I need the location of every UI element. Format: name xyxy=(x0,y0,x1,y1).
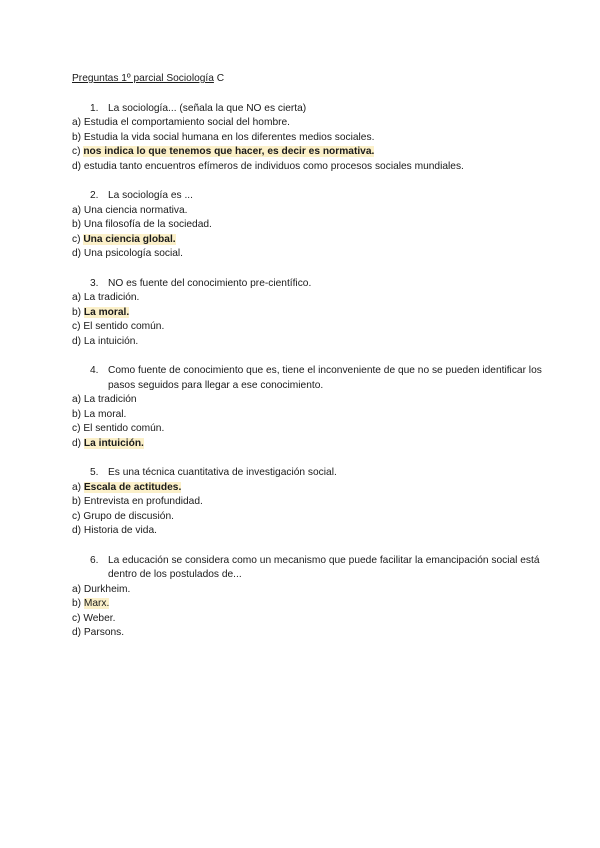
option-letter: b) xyxy=(72,598,84,609)
document-title-suffix: C xyxy=(213,73,225,84)
question-stem xyxy=(72,277,542,292)
option-text: Grupo de discusión. xyxy=(83,510,174,522)
option-letter: c) xyxy=(72,321,84,332)
option-letter: a) xyxy=(72,481,84,493)
option-text: La tradición xyxy=(83,394,137,405)
option-letter: c) xyxy=(72,146,84,157)
answer-option xyxy=(72,145,542,160)
correct-answer-text: nos indica lo que tenemos que hacer, es decir es normativa. xyxy=(83,146,375,157)
option-letter: a) xyxy=(72,204,84,216)
option-letter: d) xyxy=(72,160,84,172)
option-letter: d) xyxy=(72,335,84,347)
option-letter: d) xyxy=(72,437,84,449)
answer-option xyxy=(72,306,542,321)
question-number: 3. xyxy=(90,277,99,289)
question-block xyxy=(72,102,542,175)
option-letter: b) xyxy=(72,219,84,230)
question-text: La educación se considera como un mecanismo que puede facilitar la emancipación social está dentro de los postulados de... xyxy=(108,554,540,580)
option-text: La tradición. xyxy=(83,292,140,303)
option-letter: d) xyxy=(72,248,84,259)
answer-option xyxy=(72,612,542,627)
option-text: Durkheim. xyxy=(83,583,131,595)
option-text: Una psicología social. xyxy=(83,248,183,259)
question-text: La sociología... (señala la que NO es cierta) xyxy=(108,102,307,114)
answer-option xyxy=(72,422,542,437)
option-letter: d) xyxy=(72,627,84,638)
question-number: 6. xyxy=(90,554,99,566)
correct-answer-text: La moral. xyxy=(83,306,130,318)
answer-option xyxy=(72,495,542,510)
question-number: 1. xyxy=(90,102,99,114)
option-text: Historia de vida. xyxy=(83,525,157,536)
document-page xyxy=(72,72,542,656)
question-stem xyxy=(72,364,542,393)
option-letter: c) xyxy=(72,612,84,624)
option-text: El sentido común. xyxy=(83,423,165,434)
correct-answer-text: Escala de actitudes. xyxy=(83,481,182,493)
option-text: Una ciencia normativa. xyxy=(83,204,188,216)
answer-option xyxy=(72,291,542,306)
answer-option xyxy=(72,626,542,641)
option-text: La moral. xyxy=(83,408,127,420)
option-letter: c) xyxy=(72,423,84,434)
question-list xyxy=(72,102,542,641)
answer-option xyxy=(72,335,542,350)
question-number: 5. xyxy=(90,467,99,478)
question-block xyxy=(72,277,542,350)
correct-answer-text: Una ciencia global. xyxy=(83,233,176,245)
option-text: Weber. xyxy=(83,612,116,624)
document-title xyxy=(72,72,542,87)
answer-option xyxy=(72,481,542,496)
answer-option xyxy=(72,116,542,131)
option-letter: a) xyxy=(72,292,84,303)
option-letter: b) xyxy=(72,496,84,507)
answer-option xyxy=(72,437,542,452)
answer-option xyxy=(72,597,542,612)
answer-option xyxy=(72,233,542,248)
option-text: estudia tanto encuentros efímeros de individuos como procesos sociales mundiales. xyxy=(83,160,464,172)
option-letter: b) xyxy=(72,408,84,420)
option-letter: a) xyxy=(72,394,84,405)
option-letter: b) xyxy=(72,306,84,318)
question-text: Es una técnica cuantitativa de investigación social. xyxy=(108,467,337,478)
option-text: Estudia la vida social humana en los diferentes medios sociales. xyxy=(83,131,375,143)
answer-option xyxy=(72,408,542,423)
question-block xyxy=(72,554,542,641)
question-text: La sociología es ... xyxy=(108,190,193,201)
question-number: 2. xyxy=(90,190,99,201)
option-text: El sentido común. xyxy=(83,321,165,332)
answer-option xyxy=(72,204,542,219)
answer-option xyxy=(72,583,542,598)
document-title-main: Preguntas 1º parcial Sociología xyxy=(72,73,214,84)
question-stem xyxy=(72,189,542,204)
option-letter: c) xyxy=(72,233,84,245)
option-text: Estudia el comportamiento social del hombre. xyxy=(83,117,291,128)
question-number: 4. xyxy=(90,365,99,376)
answer-option xyxy=(72,393,542,408)
answer-option xyxy=(72,131,542,146)
question-block xyxy=(72,466,542,539)
question-stem xyxy=(72,466,542,481)
option-text: Parsons. xyxy=(83,627,125,638)
option-text: Entrevista en profundidad. xyxy=(83,496,203,507)
correct-answer-text: Marx. xyxy=(83,598,110,609)
question-text: NO es fuente del conocimiento pre-científico. xyxy=(108,277,312,289)
question-block xyxy=(72,364,542,451)
option-letter: c) xyxy=(72,510,84,522)
question-stem xyxy=(72,102,542,117)
answer-option xyxy=(72,510,542,525)
question-text: Como fuente de conocimiento que es, tiene el inconveniente de que no se pueden identificar los pasos seguidos para llegar a ese conocimiento. xyxy=(108,365,542,391)
option-letter: b) xyxy=(72,131,84,143)
option-letter: a) xyxy=(72,583,84,595)
answer-option xyxy=(72,247,542,262)
question-block xyxy=(72,189,542,262)
option-text: La intuición. xyxy=(83,335,139,347)
correct-answer-text: La intuición. xyxy=(83,437,144,449)
question-stem xyxy=(72,554,542,583)
answer-option xyxy=(72,218,542,233)
option-letter: d) xyxy=(72,525,84,536)
answer-option xyxy=(72,524,542,539)
answer-option xyxy=(72,160,542,175)
option-text: Una filosofía de la sociedad. xyxy=(83,219,212,230)
option-letter: a) xyxy=(72,117,84,128)
answer-option xyxy=(72,320,542,335)
